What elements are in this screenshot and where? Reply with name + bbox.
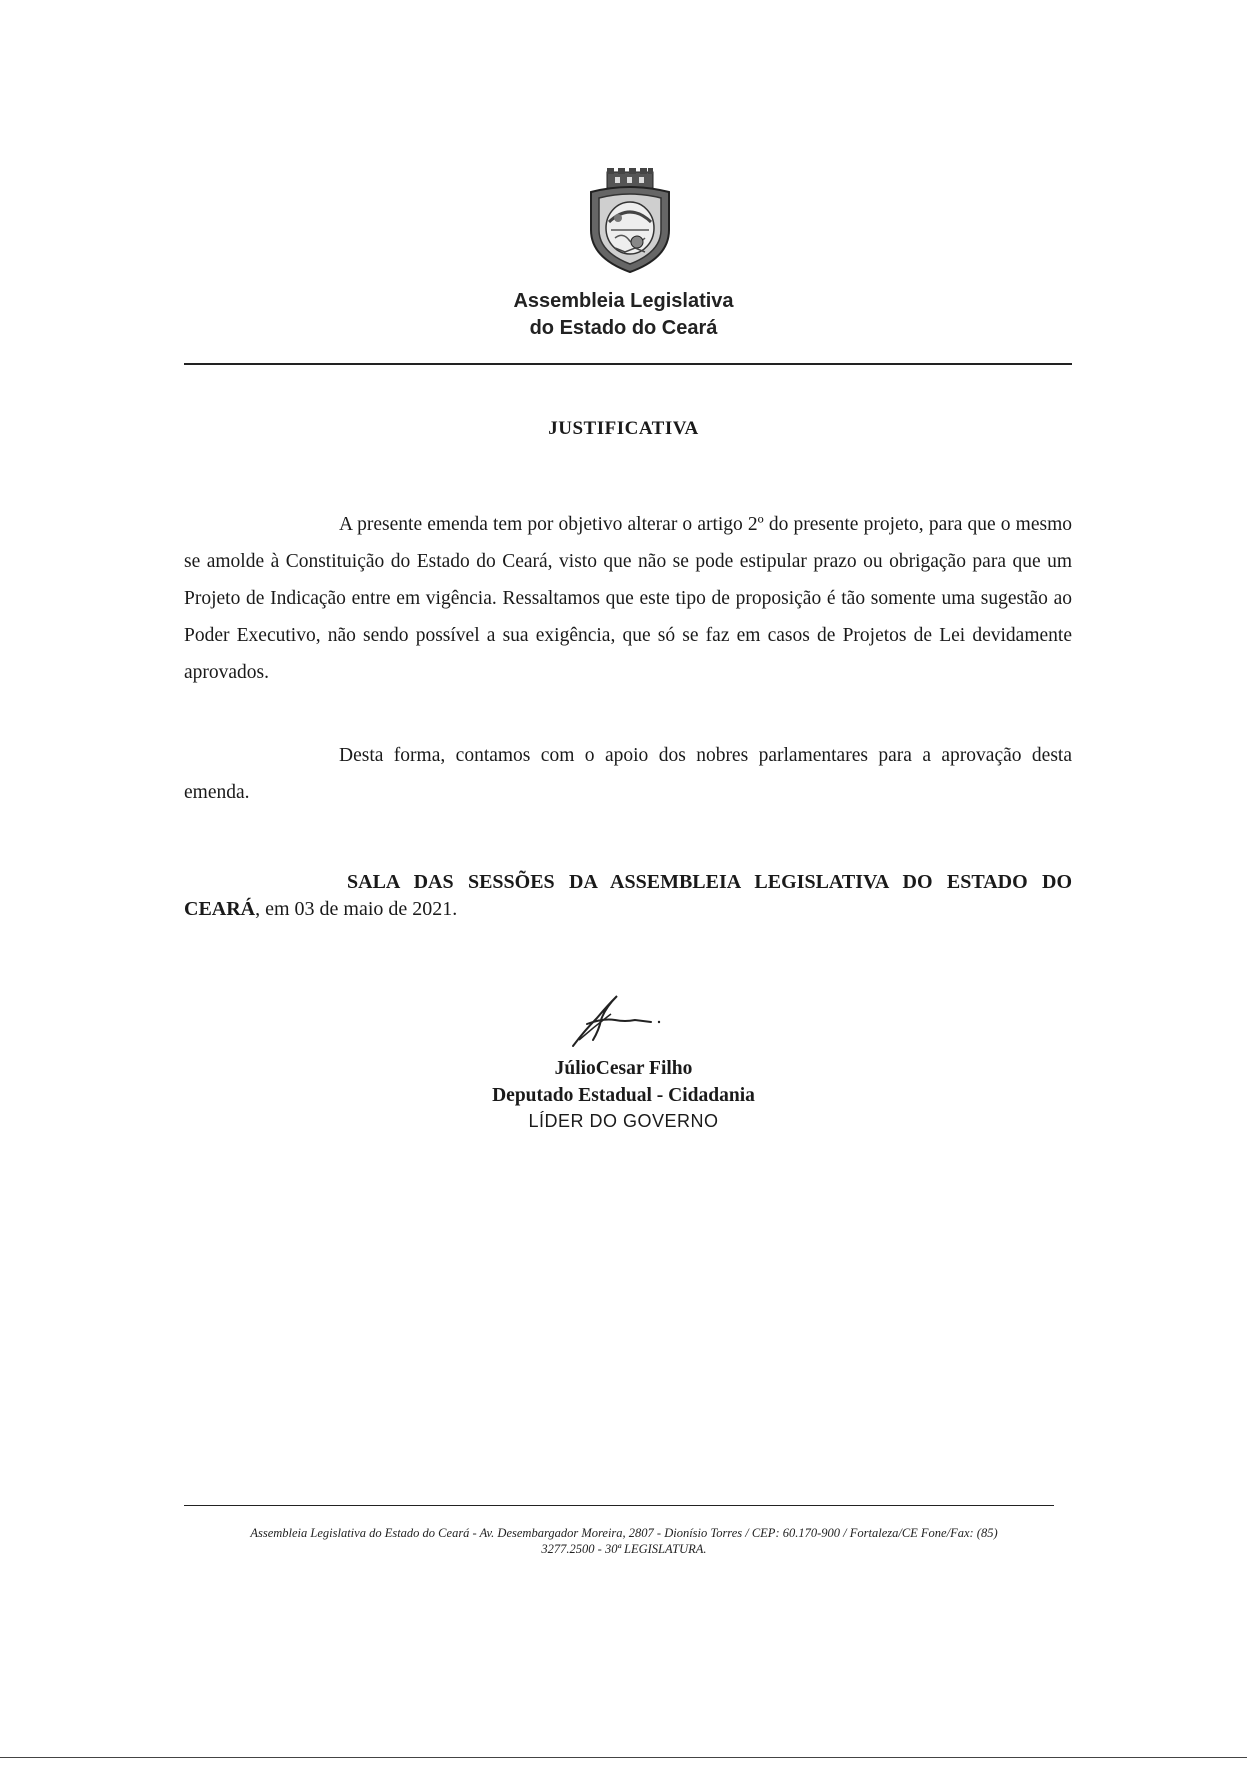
handwritten-signature [555,990,675,1050]
signer-name: JúlioCesar Filho [554,1058,693,1079]
assembly-name-line1: Assembleia Legislativa [513,290,734,312]
signer-leadership: LÍDER DO GOVERNO [528,1111,719,1131]
footer-divider [184,1505,1054,1506]
signer-role: Deputado Estadual - Cidadania [492,1085,755,1106]
assembly-name-line2: do Estado do Ceará [529,317,718,339]
footer-line-2: 3277.2500 - 30ª LEGISLATURA. [541,1542,707,1556]
header-divider [184,363,1072,365]
session-hall-heading: SALA DAS SESSÕES DA ASSEMBLEIA LEGISLATIVA DO ESTADO DO CEARÁ [184,871,1072,920]
footer-line-1: Assembleia Legislativa do Estado do Ceará - Av. Desembargador Moreira, 2807 - Dionísio Torres / CEP: 60.170-900 / Fortaleza/CE Fone/Fax: (85) [250,1526,998,1540]
justification-paragraph-1: A presente emenda tem por objetivo alterar o artigo 2º do presente projeto, para que o mesmo se amolde à Constituição do Estado do Ceará, visto que não se pode estipular prazo ou obrigação para que um Projeto de Indicação entre em vigência. Ressaltamos que este tipo de proposição é tão somente uma sugestão ao Poder Executivo, não sendo possível a sua exigência, que só se faz em casos de Projetos de Lei devidamente aprovados. [184,514,1072,683]
state-crest-seal [585,168,675,274]
page-bottom-edge [0,1757,1247,1758]
justification-paragraph-2: Desta forma, contamos com o apoio dos nobres parlamentares para a aprovação desta emenda. [184,745,1072,803]
session-hall-statement [184,869,1072,923]
document-title: JUSTIFICATIVA [548,418,699,439]
session-date: , em 03 de maio de 2021. [255,898,458,920]
footer-address [184,1525,1064,1557]
